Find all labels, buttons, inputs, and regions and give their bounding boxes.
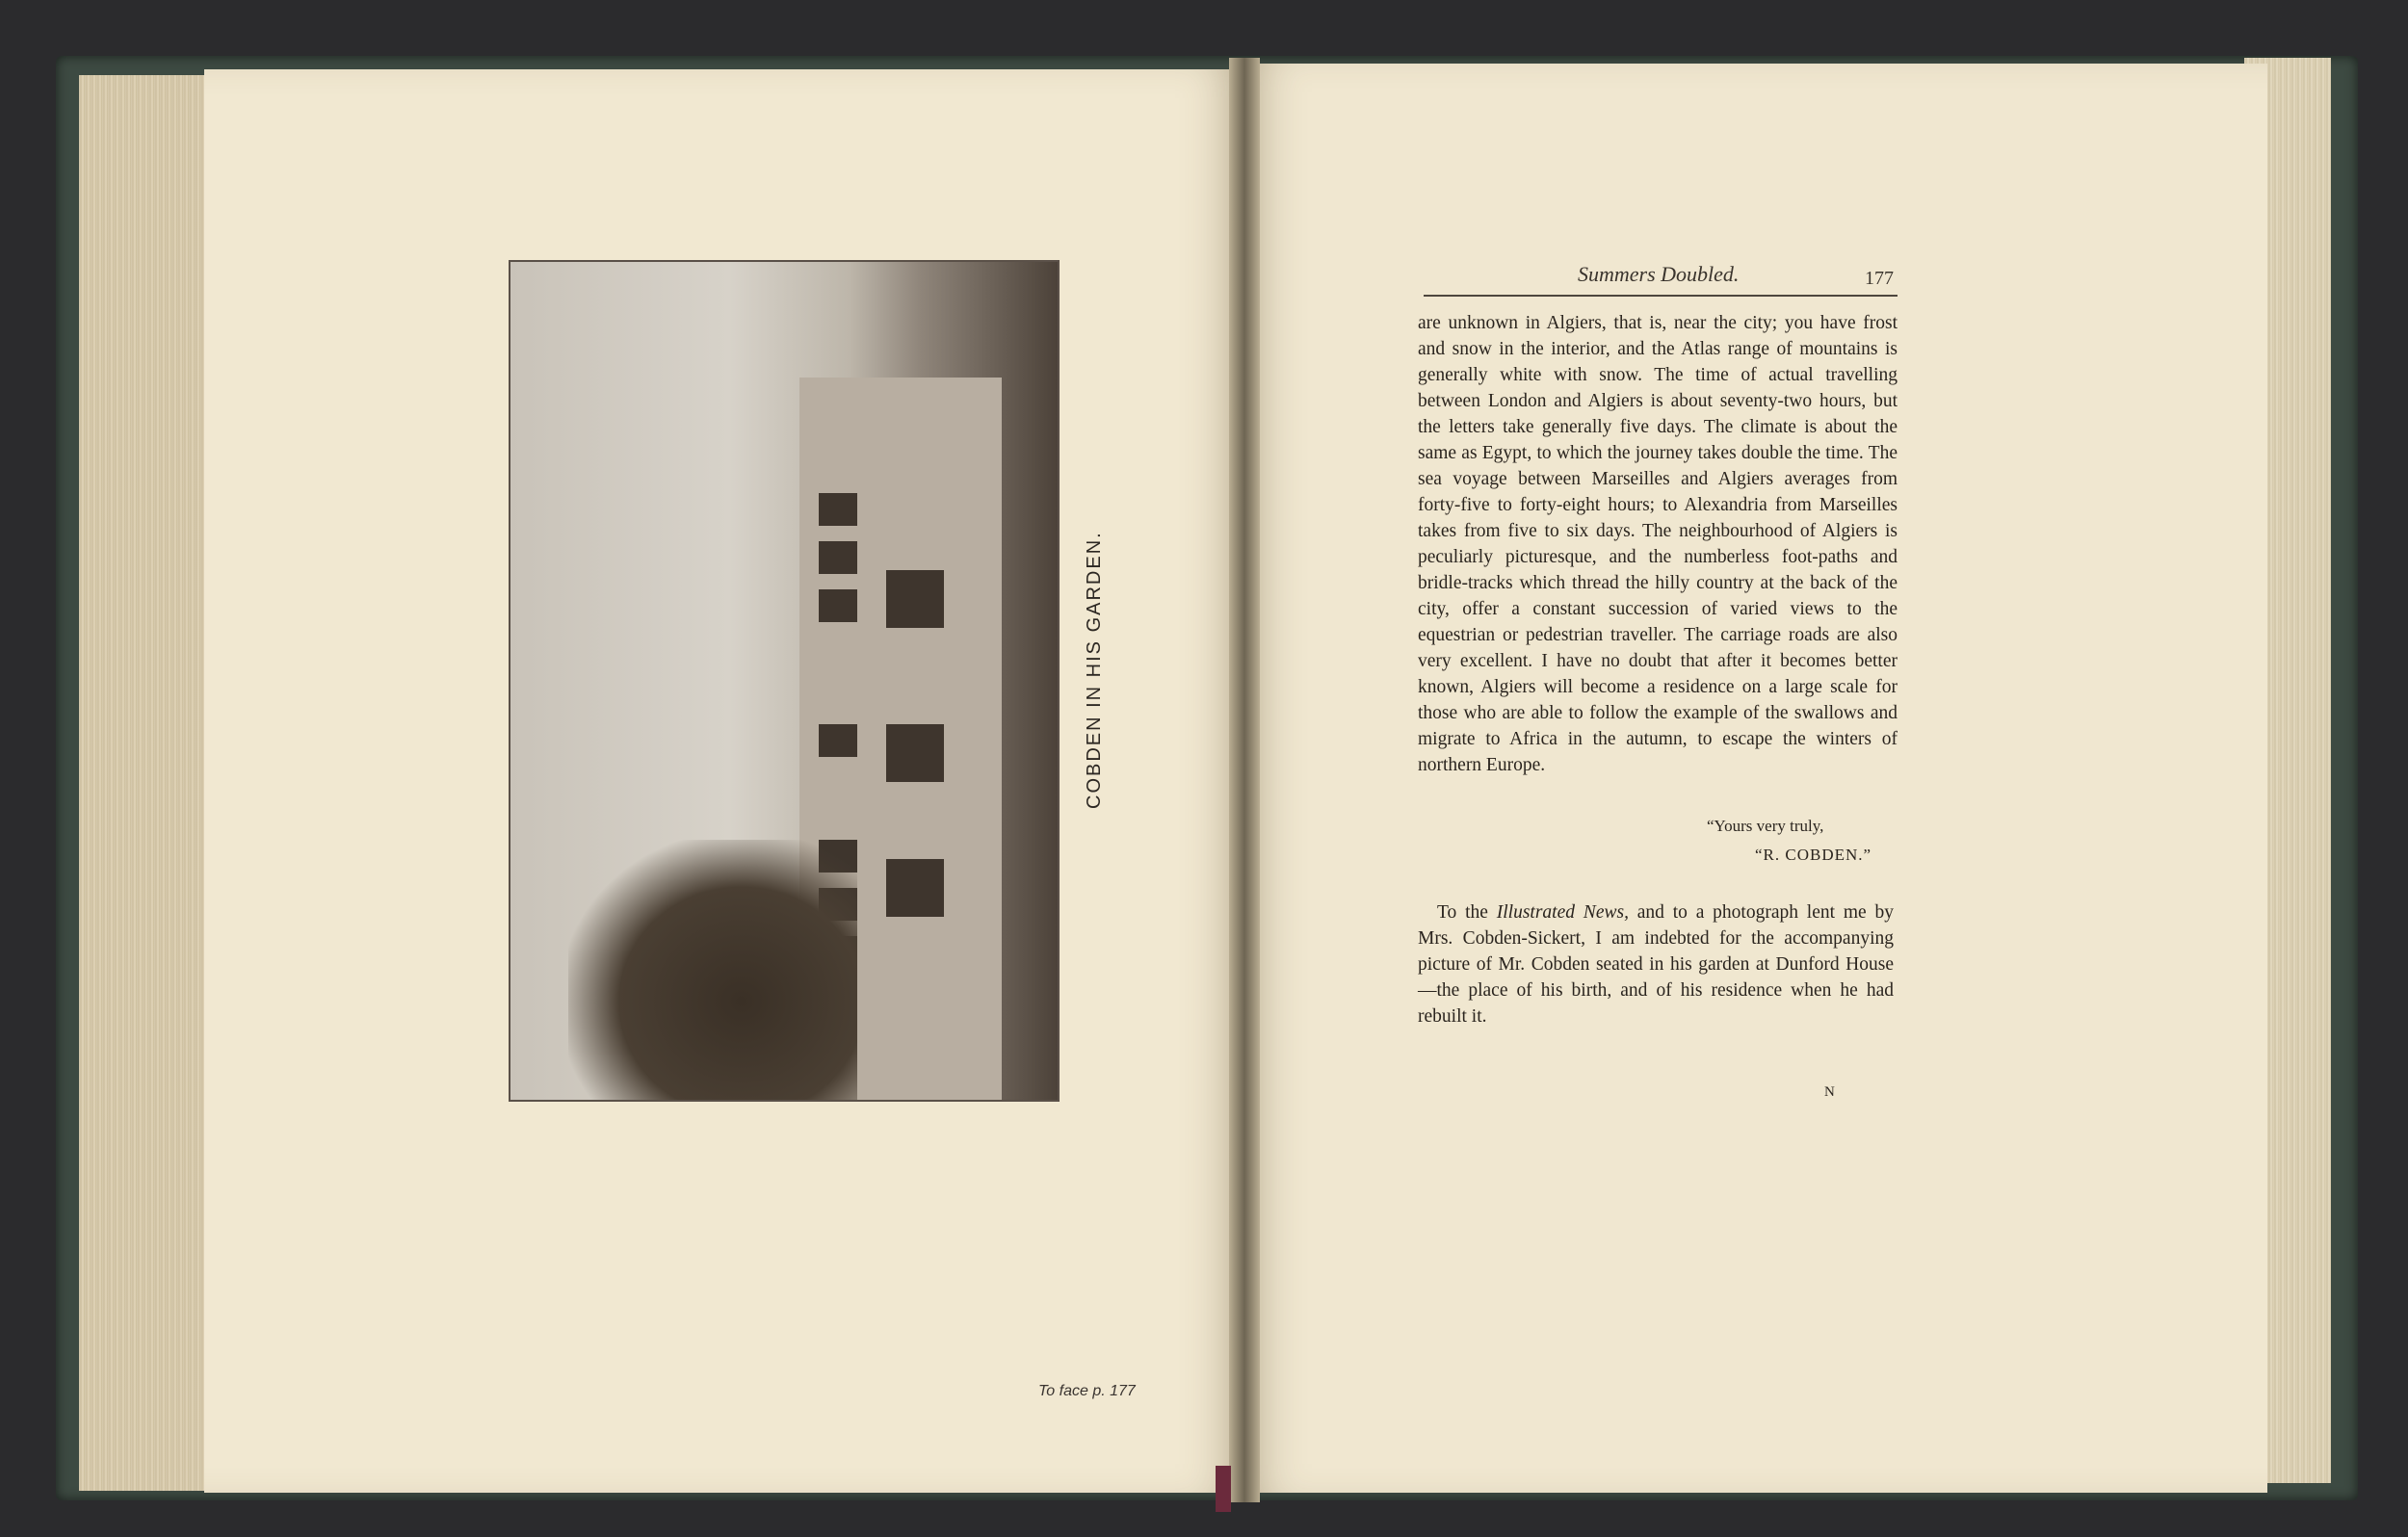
para2-before: To the <box>1437 902 1497 923</box>
running-head <box>1424 262 1905 295</box>
letter-closing: “Yours very truly, <box>1707 817 1824 835</box>
para2-after: and to a photograph lent me by Mrs. Cobden-Sickert, I am indebted for the accompanying picture of Mr. Cobden seated in his garden at Dunford House—the place of his birth, and of his residence when he had rebuilt it. <box>1418 902 1894 1027</box>
header-rule <box>1424 295 1898 297</box>
facing-page-label: To face p. 177 <box>1038 1383 1136 1399</box>
book-gutter <box>1229 58 1260 1502</box>
letter-signature: “R. COBDEN.” <box>1755 846 1872 864</box>
page-number: 177 <box>1865 268 1894 289</box>
letter-body <box>1418 310 1898 778</box>
cobden-garden-photograph <box>509 260 1060 1102</box>
acknowledgement-paragraph <box>1418 899 1894 1029</box>
plate-caption: COBDEN IN HIS GARDEN. <box>1084 531 1105 809</box>
running-title: Summers Doubled. <box>1578 262 1740 286</box>
signature-mark: N <box>1824 1084 1835 1100</box>
tree-illustration <box>568 840 857 1102</box>
letter-paragraph: are unknown in Algiers, that is, near the city; you have frost and snow in the interior, and the Atlas range of mountains is generally white with snow. The time of actual travelling between London and Algiers is about seventy-two hours, but the letters take generally five days. The climate is about the same as Egypt, to which the journey takes double the time. The sea voyage between Marseilles and Algiers averages from forty-five to forty-eight hours; to Alexandria from Marseilles takes from five to six days. The neighbourhood of Algiers is peculiarly picturesque, and the numberless foot-paths and bridle-tracks which thread the hilly country at the back of the city, offer a constant succession of varied views to the equestrian or pedestrian traveller. The carriage roads are also very excellent. I have no doubt that after it becomes better known, Algiers will become a residence on a large scale for those who are able to follow the example of the swallows and migrate to Africa in the autumn, to escape the winters of northern Europe. <box>1418 313 1898 775</box>
para2-italic: Illustrated News, <box>1496 902 1629 923</box>
bookmark-ribbon <box>1216 1466 1231 1512</box>
left-page-edges <box>79 75 223 1491</box>
